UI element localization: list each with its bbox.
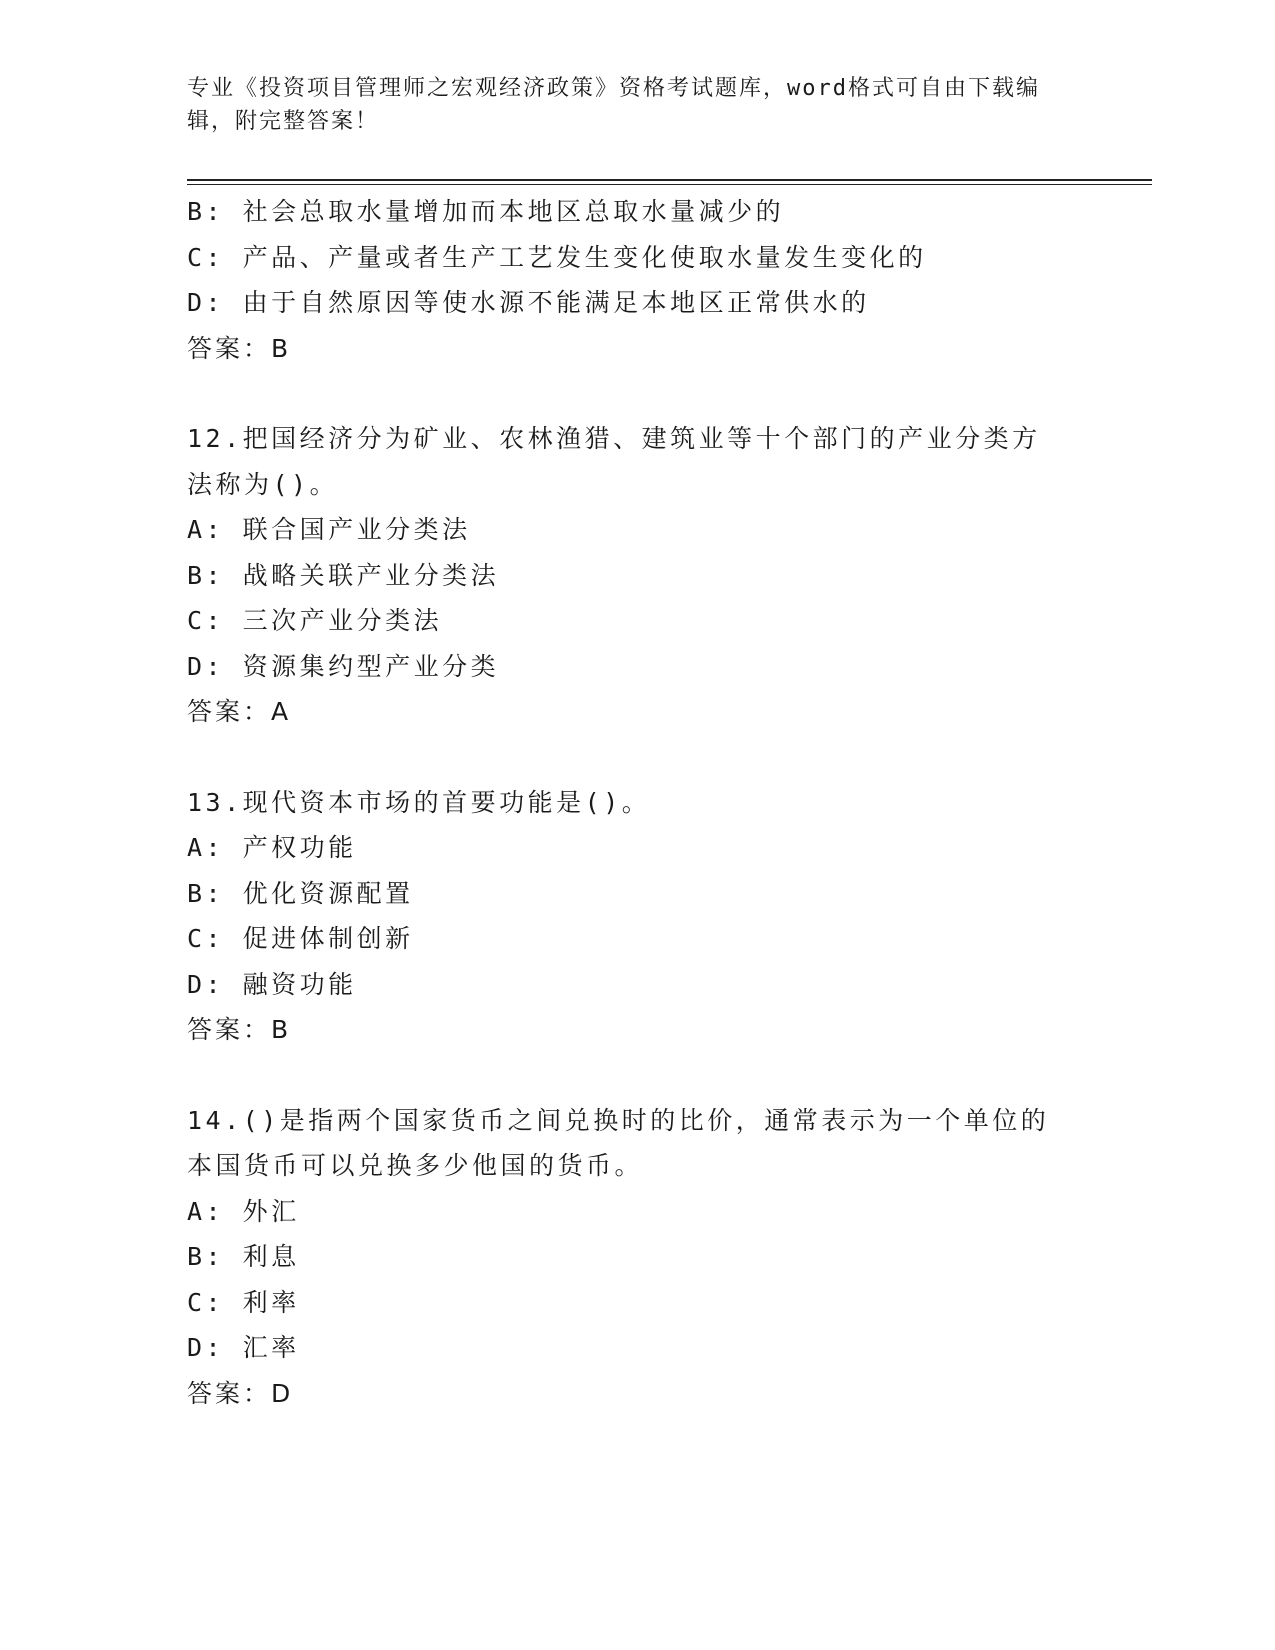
option-a: A: 联合国产业分类法 bbox=[187, 515, 471, 544]
question-stem: 14.()是指两个国家货币之间兑换时的比价，通常表示为一个单位的本国货币可以兑换多少他国的货币。 bbox=[187, 1105, 1050, 1180]
question-14 bbox=[187, 1098, 1067, 1417]
document-header: 专业《投资项目管理师之宏观经济政策》资格考试题库，word格式可自由下载编辑，附完整答案！ bbox=[187, 76, 1040, 134]
option-a: A: 外汇 bbox=[187, 1196, 300, 1226]
option-c: C: 三次产业分类法 bbox=[187, 606, 443, 635]
answer-line: 答案：B bbox=[187, 333, 292, 363]
question-list bbox=[187, 189, 1067, 1416]
option-a: A: 产权功能 bbox=[187, 833, 357, 862]
option-c: C: 促进体制创新 bbox=[187, 924, 414, 953]
option-b: B: 战略关联产业分类法 bbox=[187, 560, 500, 590]
question-11-continued bbox=[187, 189, 1067, 371]
option-c: C: 利率 bbox=[187, 1287, 300, 1317]
question-stem: 13.现代资本市场的首要功能是()。 bbox=[187, 787, 651, 817]
option-d: D: 汇率 bbox=[187, 1333, 300, 1362]
option-d: D: 由于自然原因等使水源不能满足本地区正常供水的 bbox=[187, 288, 870, 317]
option-d: D: 融资功能 bbox=[187, 969, 357, 999]
question-13 bbox=[187, 780, 1067, 1053]
option-b: B: 优化资源配置 bbox=[187, 878, 414, 908]
answer-line: 答案：A bbox=[187, 697, 292, 726]
option-b: B: 社会总取水量增加而本地区总取水量减少的 bbox=[187, 197, 785, 226]
option-d: D: 资源集约型产业分类 bbox=[187, 651, 500, 681]
header-divider-thick bbox=[187, 179, 1152, 181]
question-stem: 12.把国经济分为矿业、农林渔猎、建筑业等十个部门的产业分类方法称为()。 bbox=[187, 424, 1041, 499]
option-c: C: 产品、产量或者生产工艺发生变化使取水量发生变化的 bbox=[187, 242, 927, 272]
header-divider-thin bbox=[187, 184, 1152, 185]
answer-line: 答案：D bbox=[187, 1378, 294, 1408]
option-b: B: 利息 bbox=[187, 1242, 300, 1271]
answer-line: 答案：B bbox=[187, 1015, 292, 1044]
question-12 bbox=[187, 416, 1067, 735]
